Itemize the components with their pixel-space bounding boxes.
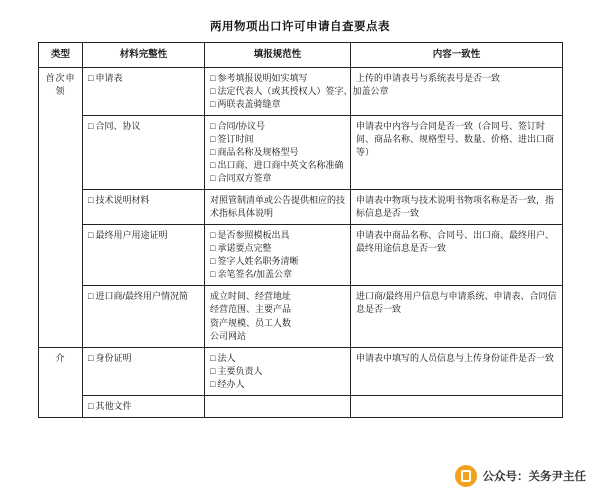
- table-row: [39, 225, 563, 286]
- fill-cell: [205, 347, 351, 395]
- material-cell: [83, 67, 205, 115]
- column-header-fill: 填报规范性: [205, 43, 351, 68]
- fill-item: □ 两联表盖骑缝章: [210, 98, 345, 111]
- fill-item: □ 承诺要点完整: [210, 242, 345, 255]
- fill-item: 资产规模、员工人数: [210, 317, 292, 328]
- fill-item: □ 主要负责人: [210, 365, 345, 378]
- material-label: □ 申请表: [88, 72, 199, 85]
- fill-cell: [205, 225, 351, 286]
- consistency-cell: 申请表中填写的人员信息与上传身份证件是否一致: [351, 347, 563, 395]
- fill-item: 经营范围、主要产品: [210, 304, 292, 315]
- table-header-row: [39, 43, 563, 68]
- fill-item: □ 经办人: [210, 378, 345, 391]
- type-label-main: 首次申领: [45, 72, 76, 96]
- material-label: □ 其他文件: [88, 400, 199, 413]
- consistency-cell: [351, 395, 563, 417]
- fill-item: □ 签字人姓名职务清晰: [210, 255, 345, 268]
- fill-item: □ 合同/协议号: [210, 120, 345, 133]
- table-row: [39, 286, 563, 347]
- fill-item: □ 法人: [210, 352, 345, 365]
- consistency-cell: 申请表中商品名称、合同号、出口商、最终用户、最终用途信息是否一致: [351, 225, 563, 286]
- fill-item: □ 合同双方签章: [210, 172, 345, 185]
- watermark: [455, 465, 587, 487]
- material-label: □ 身份证明: [88, 352, 199, 365]
- material-cell: [83, 225, 205, 286]
- self-check-table: [38, 42, 563, 418]
- fill-item: □ 法定代表人（或其授权人）签字、加盖公章: [210, 85, 345, 98]
- consistency-cell: 进口商/最终用户信息与申请系统、申请表、合同信息是否一致: [351, 286, 563, 347]
- consistency-cell: 申请表中内容与合同是否一致（合同号、签订时间、商品名称、规格型号、数量、价格、进出口商等）: [351, 115, 563, 189]
- material-cell: [83, 190, 205, 225]
- table-row: [39, 115, 563, 189]
- fill-item: 成立时间、经营地址: [210, 291, 292, 302]
- page-title: 两用物项出口许可申请自查要点表: [210, 21, 390, 33]
- material-label: □ 技术说明材料: [88, 194, 199, 207]
- material-label: □ 最终用户用途证明: [88, 229, 199, 242]
- table-row: [39, 395, 563, 417]
- fill-item: □ 出口商、进口商中英文名称准确: [210, 159, 345, 172]
- consistency-cell: 上传的申请表号与系统表号是否一致: [351, 67, 563, 115]
- fill-cell: [205, 115, 351, 189]
- fill-cell: [205, 286, 351, 347]
- table-row: [39, 190, 563, 225]
- material-cell: [83, 286, 205, 347]
- watermark-text: 公众号：关务尹主任: [482, 471, 586, 483]
- table-row: [39, 347, 563, 395]
- fill-item: 对照管制清单或公告提供相应的技术指标具体说明: [210, 195, 346, 219]
- type-cell-primary: [39, 67, 83, 347]
- material-cell: [83, 347, 205, 395]
- material-label: □ 合同、协议: [88, 120, 199, 133]
- fill-cell: [205, 67, 389, 115]
- type-cell-secondary: [39, 347, 83, 417]
- fill-cell: [205, 190, 351, 225]
- material-label: □ 进口商/最终用户情况简: [88, 290, 199, 303]
- consistency-cell: 申请表中物项与技术说明书物项名称是否一致，指标信息是否一致: [351, 190, 563, 225]
- fill-item: □ 是否参照模板出具: [210, 229, 345, 242]
- material-cell: [83, 115, 205, 189]
- fill-item: 公司网站: [210, 330, 247, 341]
- table-row: [39, 67, 563, 115]
- column-header-consistency: 内容一致性: [351, 43, 563, 68]
- fill-cell: [205, 395, 351, 417]
- fill-item: □ 商品名称及规格型号: [210, 146, 345, 159]
- fill-item: □ 签订时间: [210, 133, 345, 146]
- column-header-material: 材料完整性: [83, 43, 205, 68]
- folder-icon: [455, 465, 477, 487]
- fill-item: □ 亲笔签名/加盖公章: [210, 268, 345, 281]
- material-cell: [83, 395, 205, 417]
- fill-item: □ 参考填报说明如实填写: [210, 72, 345, 85]
- type-label-extra: 介: [55, 352, 66, 363]
- column-header-type: 类型: [39, 43, 83, 68]
